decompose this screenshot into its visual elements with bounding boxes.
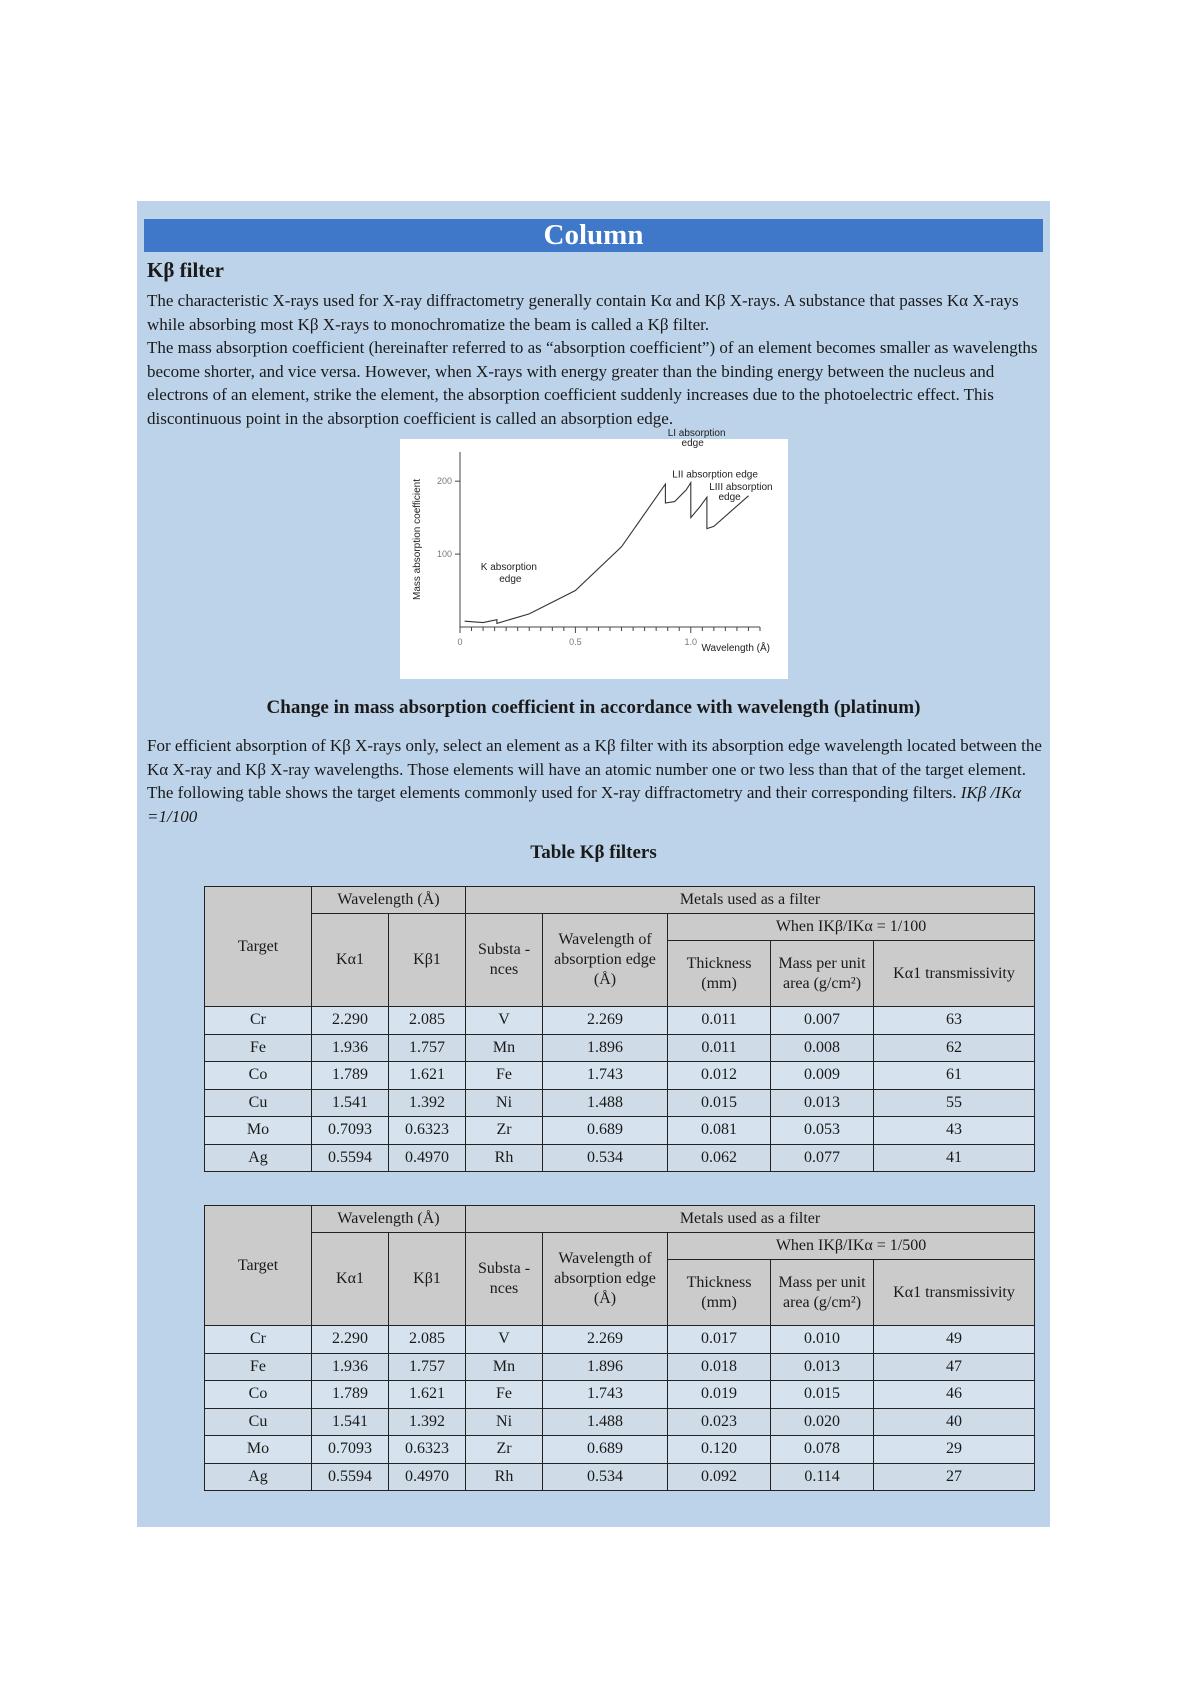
header-mass-per-area: Mass per unit area (g/cm²) [771,941,874,1007]
cell-thickness: 0.062 [668,1144,771,1172]
absorption-chart-svg [400,427,788,679]
cell-transmissivity: 61 [874,1062,1035,1090]
cell-thickness: 0.092 [668,1463,771,1491]
cell-thickness: 0.011 [668,1034,771,1062]
cell-ka1: 0.5594 [312,1463,389,1491]
cell-thickness: 0.018 [668,1353,771,1381]
cell-thickness: 0.120 [668,1436,771,1464]
cell-kb1: 1.392 [389,1089,466,1117]
x-tick-label: 0 [457,637,463,647]
chart-annotation: edge [681,438,704,450]
filter-table-1-100 [204,886,1035,1172]
cell-substance: Zr [466,1117,543,1145]
cell-mass: 0.053 [771,1117,874,1145]
paragraph-filter [147,734,1042,828]
header-ka1: Kα1 [312,914,389,1007]
cell-ka1: 0.7093 [312,1436,389,1464]
cell-substance: Mn [466,1353,543,1381]
chart-annotation: LII absorption edge [672,469,758,481]
cell-edge: 1.488 [543,1408,668,1436]
header-target: Target [205,1206,312,1326]
binder-hole-upper [1108,607,1142,633]
filter-table-1-500 [204,1205,1035,1491]
cell-transmissivity: 49 [874,1326,1035,1354]
chart-annotation: LIII absorption [709,481,773,493]
table-row [205,1326,1035,1354]
cell-transmissivity: 46 [874,1381,1035,1409]
cell-mass: 0.015 [771,1381,874,1409]
cell-ka1: 1.936 [312,1353,389,1381]
cell-edge: 2.269 [543,1007,668,1035]
y-tick-label: 100 [436,549,452,560]
cell-target: Cr [205,1326,312,1354]
table-row [205,1062,1035,1090]
header-transmissivity: Kα1 transmissivity [874,941,1035,1007]
cell-kb1: 1.757 [389,1353,466,1381]
header-thickness: Thickness (mm) [668,1260,771,1326]
section-heading: Kβ filter [147,258,224,282]
chart-annotation: edge [718,492,741,504]
cell-edge: 1.743 [543,1381,668,1409]
absorption-chart [400,427,788,679]
header-mass-per-area: Mass per unit area (g/cm²) [771,1260,874,1326]
header-substances: Substa -nces [466,914,543,1007]
table-row [205,1117,1035,1145]
cell-ka1: 1.541 [312,1408,389,1436]
cell-edge: 0.534 [543,1144,668,1172]
cell-mass: 0.013 [771,1353,874,1381]
cell-transmissivity: 40 [874,1408,1035,1436]
cell-target: Co [205,1381,312,1409]
cell-ka1: 2.290 [312,1326,389,1354]
cell-target: Fe [205,1353,312,1381]
cell-target: Fe [205,1034,312,1062]
cell-target: Cu [205,1408,312,1436]
cell-substance: Fe [466,1062,543,1090]
cell-transmissivity: 41 [874,1144,1035,1172]
cell-mass: 0.020 [771,1408,874,1436]
table-row [205,1353,1035,1381]
cell-substance: Zr [466,1436,543,1464]
header-condition: When IKβ/IKα = 1/100 [668,914,1035,941]
cell-transmissivity: 62 [874,1034,1035,1062]
cell-target: Mo [205,1117,312,1145]
cell-transmissivity: 29 [874,1436,1035,1464]
y-axis-label: Mass absorption coefficient [412,479,423,600]
paragraph-filter-text: For efficient absorption of Kβ X-rays only, select an element as a Kβ filter with its absorption edge wavelength located between the Kα X-ray and Kβ X-ray wavelengths. Those elements will have an atomic number one or two less than that of the target element. The following table shows the target elements commonly used for X-ray diffractometry and their corresponding filters. [147,736,1042,802]
chart-annotation: K absorption [480,562,537,574]
cell-kb1: 0.4970 [389,1463,466,1491]
cell-substance: V [466,1326,543,1354]
header-kb1: Kβ1 [389,914,466,1007]
cell-thickness: 0.012 [668,1062,771,1090]
cell-kb1: 0.6323 [389,1117,466,1145]
cell-edge: 1.896 [543,1353,668,1381]
header-substances: Substa -nces [466,1233,543,1326]
cell-ka1: 1.541 [312,1089,389,1117]
cell-substance: Ni [466,1408,543,1436]
header-kb1: Kβ1 [389,1233,466,1326]
cell-kb1: 2.085 [389,1326,466,1354]
cell-mass: 0.010 [771,1326,874,1354]
cell-thickness: 0.017 [668,1326,771,1354]
cell-kb1: 0.4970 [389,1144,466,1172]
column-panel [137,201,1050,1527]
x-axis-label: Wavelength (Å) [701,643,770,654]
cell-mass: 0.008 [771,1034,874,1062]
cell-target: Co [205,1062,312,1090]
cell-mass: 0.077 [771,1144,874,1172]
cell-target: Mo [205,1436,312,1464]
cell-ka1: 0.5594 [312,1144,389,1172]
x-tick-label: 1.0 [684,637,698,647]
table-row [205,1381,1035,1409]
cell-ka1: 1.789 [312,1381,389,1409]
cell-target: Ag [205,1463,312,1491]
table-row [205,1463,1035,1491]
cell-thickness: 0.019 [668,1381,771,1409]
series-line [465,483,749,624]
cell-substance: Ni [466,1089,543,1117]
cell-ka1: 2.290 [312,1007,389,1035]
cell-target: Ag [205,1144,312,1172]
y-tick-label: 200 [436,476,452,487]
table-row [205,1408,1035,1436]
header-thickness: Thickness (mm) [668,941,771,1007]
cell-substance: Rh [466,1144,543,1172]
header-absorption-edge: Wavelength of absorption edge (Å) [543,1233,668,1326]
cell-thickness: 0.081 [668,1117,771,1145]
cell-edge: 1.896 [543,1034,668,1062]
paragraph-intro: The characteristic X-rays used for X-ray diffractometry generally contain Kα and Kβ X-rays. A substance that passes Kα X-rays while absorbing most Kβ X-rays to monochromatize the beam is called a Kβ filter. [147,291,1019,334]
cell-transmissivity: 55 [874,1089,1035,1117]
header-transmissivity: Kα1 transmissivity [874,1260,1035,1326]
column-banner: Column [144,219,1043,252]
header-absorption-edge: Wavelength of absorption edge (Å) [543,914,668,1007]
cell-kb1: 1.392 [389,1408,466,1436]
cell-edge: 0.689 [543,1117,668,1145]
cell-kb1: 0.6323 [389,1436,466,1464]
cell-substance: V [466,1007,543,1035]
cell-thickness: 0.023 [668,1408,771,1436]
cell-transmissivity: 63 [874,1007,1035,1035]
table-row [205,1007,1035,1035]
cell-mass: 0.013 [771,1089,874,1117]
cell-transmissivity: 43 [874,1117,1035,1145]
cell-transmissivity: 47 [874,1353,1035,1381]
cell-thickness: 0.015 [668,1089,771,1117]
figure-caption: Change in mass absorption coefficient in accordance with wavelength (platinum) [266,697,921,718]
cell-edge: 0.534 [543,1463,668,1491]
intensity-ratio-equation: IKβ /IKα =1/100 [147,783,1022,826]
cell-ka1: 0.7093 [312,1117,389,1145]
header-wavelength: Wavelength (Å) [312,887,466,914]
table-row [205,1089,1035,1117]
cell-substance: Rh [466,1463,543,1491]
header-ka1: Kα1 [312,1233,389,1326]
cell-substance: Mn [466,1034,543,1062]
cell-mass: 0.078 [771,1436,874,1464]
cell-mass: 0.009 [771,1062,874,1090]
cell-ka1: 1.936 [312,1034,389,1062]
cell-ka1: 1.789 [312,1062,389,1090]
header-condition: When IKβ/IKα = 1/500 [668,1233,1035,1260]
table-title: Table Kβ filters [530,842,657,863]
table-row [205,1436,1035,1464]
header-wavelength: Wavelength (Å) [312,1206,466,1233]
table-row [205,1034,1035,1062]
cell-thickness: 0.011 [668,1007,771,1035]
cell-mass: 0.114 [771,1463,874,1491]
cell-edge: 1.743 [543,1062,668,1090]
table-row [205,1144,1035,1172]
cell-edge: 2.269 [543,1326,668,1354]
cell-mass: 0.007 [771,1007,874,1035]
cell-target: Cr [205,1007,312,1035]
header-metals: Metals used as a filter [466,1206,1035,1233]
cell-target: Cu [205,1089,312,1117]
cell-kb1: 1.757 [389,1034,466,1062]
cell-kb1: 1.621 [389,1062,466,1090]
header-metals: Metals used as a filter [466,887,1035,914]
chart-annotation: LI absorption [667,427,726,439]
cell-substance: Fe [466,1381,543,1409]
cell-edge: 1.488 [543,1089,668,1117]
binder-hole-lower [1108,1065,1142,1091]
x-tick-label: 0.5 [569,637,582,647]
cell-kb1: 1.621 [389,1381,466,1409]
chart-annotation: edge [499,573,522,585]
header-target: Target [205,887,312,1007]
paragraph-absorption: The mass absorption coefficient (hereinafter referred to as “absorption coefficient”) of an element becomes smaller as wavelengths become shorter, and vice versa. However, when X-rays with energy greater than the binding energy between the nucleus and electrons of an element, strike the element, the absorption coefficient suddenly increases due to the photoelectric effect. This discontinuous point in the absorption coefficient is called an absorption edge. [147,338,1038,428]
cell-edge: 0.689 [543,1436,668,1464]
cell-transmissivity: 27 [874,1463,1035,1491]
cell-kb1: 2.085 [389,1007,466,1035]
